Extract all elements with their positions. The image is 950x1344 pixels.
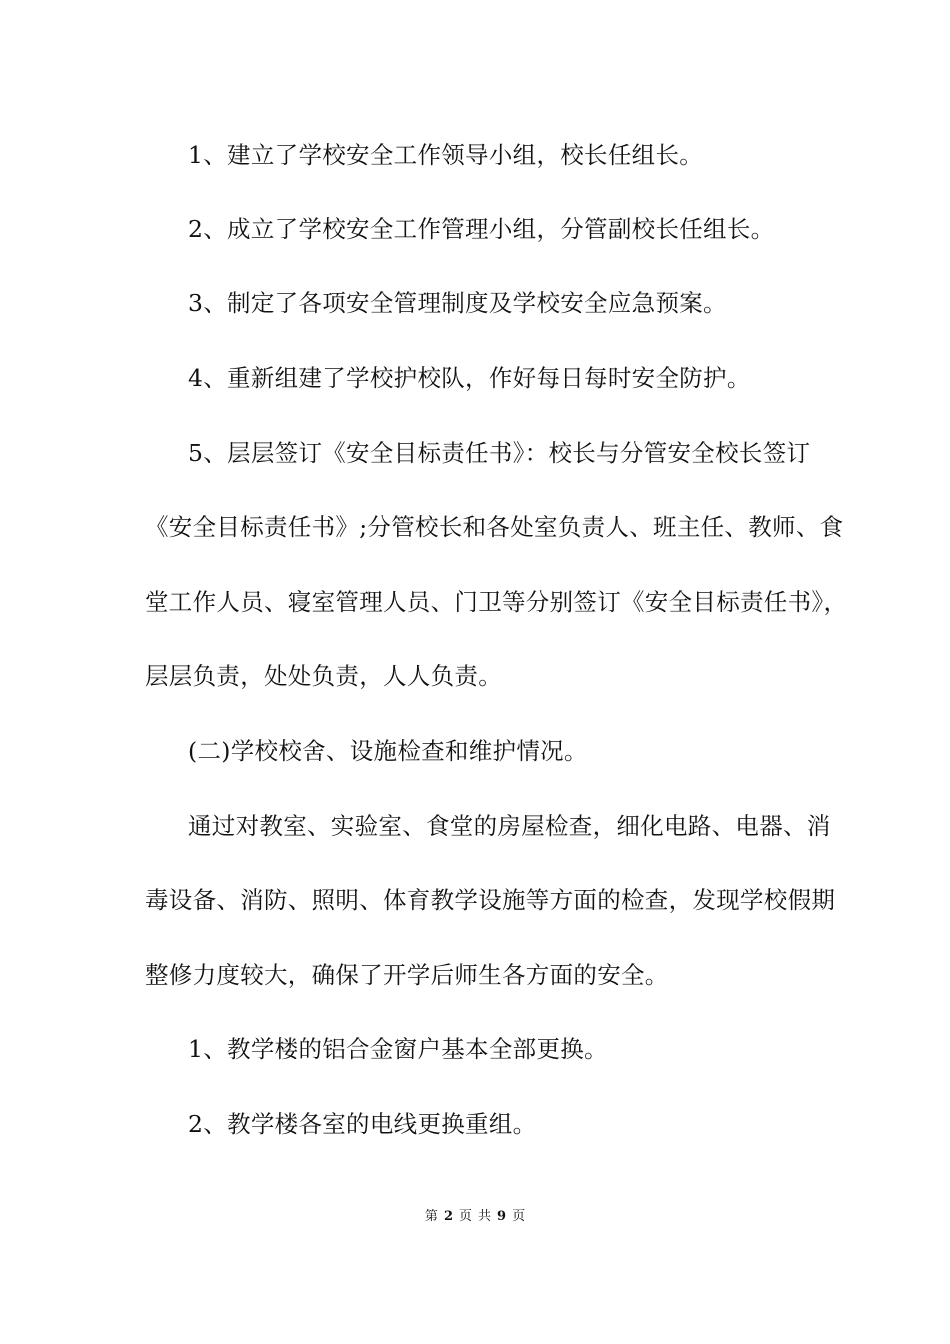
paragraph-line: 1、建立了学校安全工作领导小组，校长任组长。 [188,141,704,169]
paragraph-line: 4、重新组建了学校护校队，作好每日每时安全防护。 [188,364,751,392]
paragraph-line: 2、成立了学校安全工作管理小组，分管副校长任组长。 [188,215,775,243]
paragraph-line: 堂工作人员、寝室管理人员、门卫等分别签订《安全目标责任书》， [145,588,848,616]
total-pages-number: 9 [497,1209,507,1224]
current-page-number: 2 [443,1209,453,1224]
paragraph-line: 整修力度较大，确保了开学后师生各方面的安全。 [145,961,669,989]
paragraph-line: 1、教学楼的铝合金窗户基本全部更换。 [188,1035,608,1063]
page-footer [0,1208,950,1226]
footer-total-word: 共 [478,1209,492,1224]
paragraph-line: 通过对教室、实验室、食堂的房屋检查，细化电路、电器、消 [188,812,831,840]
paragraph-line: 《安全目标责任书》;分管校长和各处室负责人、班主任、教师、食 [145,513,844,541]
footer-prefix: 第 [424,1209,438,1224]
paragraph-line: 3、制定了各项安全管理制度及学校安全应急预案。 [188,289,727,317]
footer-suffix: 页 [512,1209,526,1224]
footer-page-word: 页 [458,1209,472,1224]
paragraph-line: 层层负责，处处负责，人人负责。 [145,662,502,690]
section-heading: (二)学校校舍、设施检查和维护情况。 [188,737,588,765]
paragraph-line: 2、教学楼各室的电线更换重组。 [188,1110,537,1138]
paragraph-line: 5、层层签订《安全目标责任书》：校长与分管安全校长签订 [188,439,811,467]
paragraph-line: 毒设备、消防、照明、体育教学设施等方面的检查，发现学校假期 [145,886,836,914]
